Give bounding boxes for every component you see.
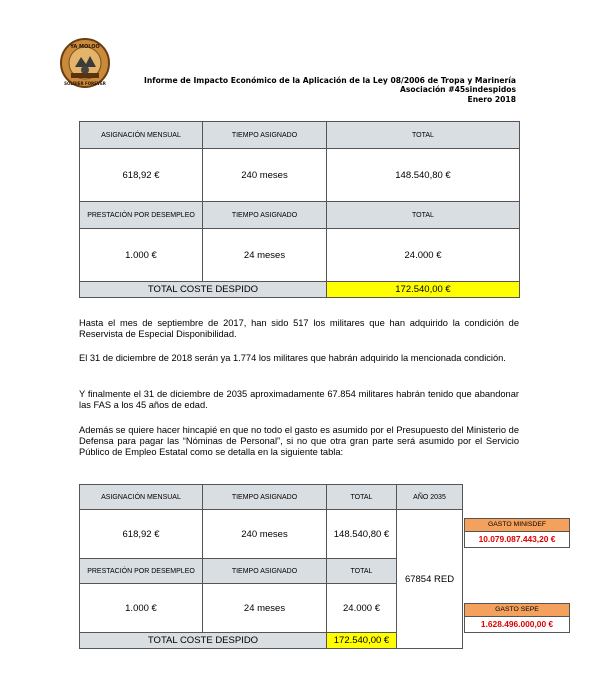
paragraph-2: El 31 de diciembre de 2018 serán ya 1.774 los militares que habrán adquirido la mencionada condición. xyxy=(79,353,506,363)
total-salario-value: 148.540,80 € xyxy=(327,510,397,559)
total-prestacion-value: 24.000 € xyxy=(327,229,520,282)
header-tiempo-asignado: TIEMPO ASIGNADO xyxy=(203,122,327,149)
header-total-2: TOTAL xyxy=(327,559,397,584)
header-date: Enero 2018 xyxy=(467,94,516,104)
header-tiempo-asignado-2: TIEMPO ASIGNADO xyxy=(203,202,327,229)
red-count-value: 67854 RED xyxy=(397,510,463,649)
paragraph-4: Además se quiere hacer hincapié en que no todo el gasto es asumido por el Presupuesto del Ministerio de Defensa para pagar las “Nóminas de Personal”, si no que otra gran parte será asumido por el Servicio Público de Empleo Estatal como se detalla en la siguiente tabla: xyxy=(79,425,519,458)
meses-2-value: 24 meses xyxy=(203,229,327,282)
header-asignacion-mensual: ASIGNACIÓN MENSUAL xyxy=(80,485,203,510)
logo-top-text: YA MOLOO xyxy=(70,44,100,50)
paragraph-1: Hasta el mes de septiembre de 2017, han sido 517 los militares que han adquirido la condición de Reservista de Especial Disponibilidad. xyxy=(79,318,519,340)
gasto-minisdef-value: 10.079.087.443,20 € xyxy=(465,532,569,547)
logo-bottom-text: SOLDIER FOREVER xyxy=(64,81,106,86)
total-coste-despido-label: TOTAL COSTE DESPIDO xyxy=(80,633,327,649)
paragraph-3: Y finalmente el 31 de diciembre de 2035 aproximadamente 67.854 militares habrán tenido que abandonar las FAS a los 45 años de edad. xyxy=(79,389,519,411)
gasto-sepe-value: 1.628.496.000,00 € xyxy=(465,617,569,632)
gasto-sepe-box xyxy=(464,603,570,633)
header-title: Informe de Impacto Económico de la Aplicación de la Ley 08/2006 de Tropa y Marinería xyxy=(144,76,516,85)
header-prestacion-desempleo: PRESTACIÓN POR DESEMPLEO xyxy=(80,202,203,229)
header-anio-2035: AÑO 2035 xyxy=(397,485,463,510)
prestacion-value: 1.000 € xyxy=(80,229,203,282)
total-coste-despido-label: TOTAL COSTE DESPIDO xyxy=(80,282,327,298)
prestacion-value: 1.000 € xyxy=(80,584,203,633)
association-logo xyxy=(59,37,111,89)
cost-table xyxy=(79,121,520,298)
gasto-sepe-label: GASTO SEPE xyxy=(465,604,569,617)
header-total-2: TOTAL xyxy=(327,202,520,229)
header-tiempo-asignado: TIEMPO ASIGNADO xyxy=(203,485,327,510)
header-total: TOTAL xyxy=(327,485,397,510)
total-prestacion-value: 24.000 € xyxy=(327,584,397,633)
asignacion-value: 618,92 € xyxy=(80,149,203,202)
meses-value: 240 meses xyxy=(203,149,327,202)
meses-2-value: 24 meses xyxy=(203,584,327,633)
report-header xyxy=(144,76,516,104)
gasto-minisdef-box xyxy=(464,518,570,548)
asignacion-value: 618,92 € xyxy=(80,510,203,559)
gasto-minisdef-label: GASTO MINISDEF xyxy=(465,519,569,532)
header-prestacion-desempleo: PRESTACIÓN POR DESEMPLEO xyxy=(80,559,203,584)
total-coste-despido-value: 172.540,00 € xyxy=(327,282,520,298)
cost-breakdown-table xyxy=(79,484,463,649)
header-asignacion-mensual: ASIGNACIÓN MENSUAL xyxy=(80,122,203,149)
total-coste-despido-value: 172.540,00 € xyxy=(327,633,397,649)
header-tiempo-asignado-2: TIEMPO ASIGNADO xyxy=(203,559,327,584)
header-association: Asociación #45sindespidos xyxy=(400,85,516,95)
header-total: TOTAL xyxy=(327,122,520,149)
meses-value: 240 meses xyxy=(203,510,327,559)
total-salario-value: 148.540,80 € xyxy=(327,149,520,202)
